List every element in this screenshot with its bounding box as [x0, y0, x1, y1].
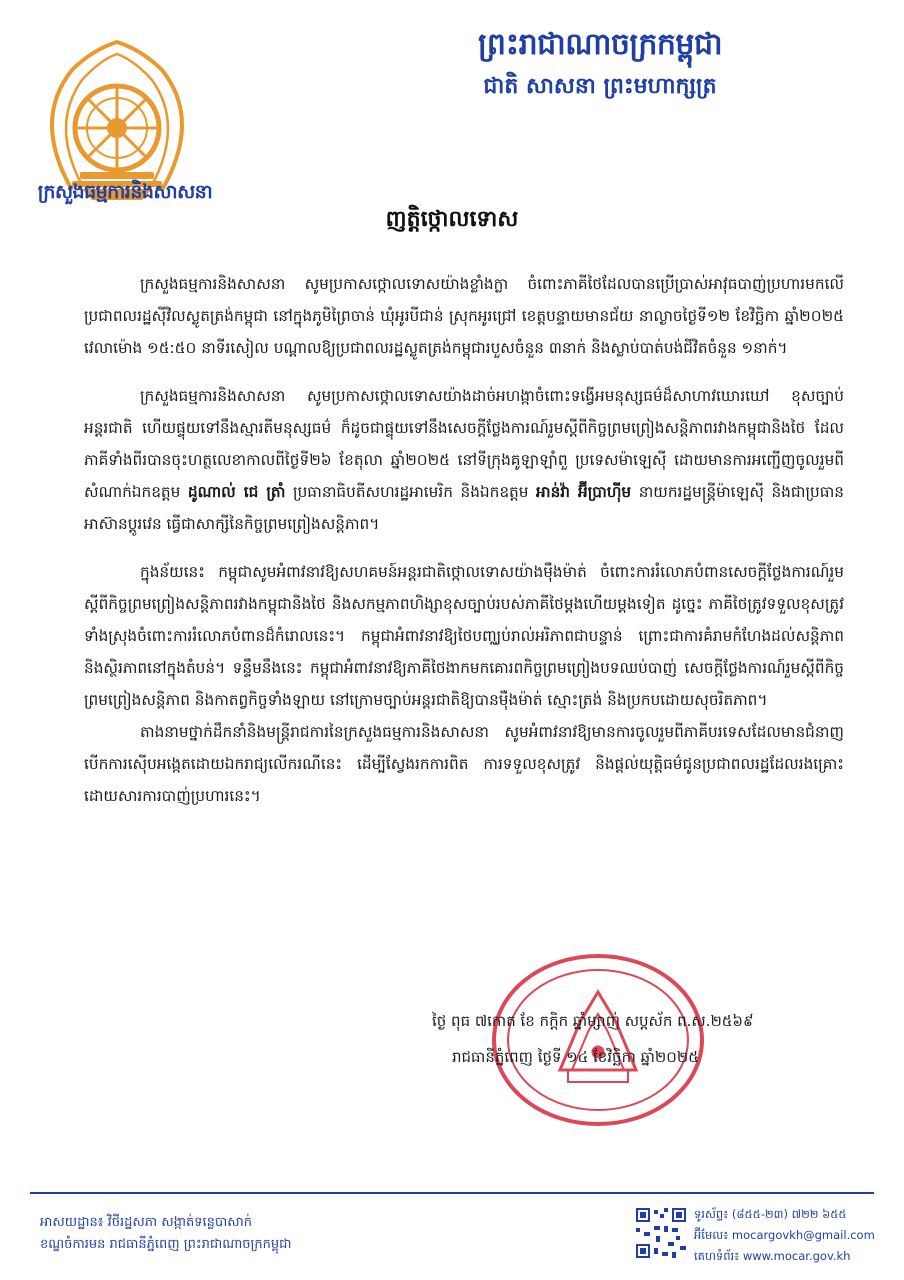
paragraph-2: [84, 380, 844, 540]
footer-divider: [30, 1192, 874, 1194]
email-address[interactable]: អ៊ីមែល៖ mocargovkh@gmail.com: [694, 1228, 875, 1242]
address-line-2: ខណ្ឌចំការមន រាជធានីភ្នំពេញ ព្រះរាជាណាចក្រកម្ពុជា: [40, 1237, 292, 1252]
date-block: [432, 1003, 862, 1075]
kingdom-title: ព្រះរាជាណាចក្រកម្ពុជា: [477, 27, 723, 62]
paragraph-1: ក្រសួងធម្មការនិងសាសនា សូមប្រកាសថ្កោលទោសយ៉ាងខ្លាំងក្លា ចំពោះភាគីថៃដែលបានប្រើប្រាស់អាវុធបាញ់ប្រហារមកលើប្រជាពលរដ្ឋស៊ីវិលស្លូតត្រង់កម្ពុជា នៅក្នុងភូមិព្រៃចាន់ ឃុំអូរបីជាន់ ស្រុកអូរជ្រៅ ខេត្តបន្ទាយមានជ័យ នាល្ងាចថ្ងៃទី១២ ខែវិច្ឆិកា ឆ្នាំ២០២៥ វេលាម៉ោង ១៥:៥០ នាទីរសៀល បណ្តាលឱ្យប្រជាពលរដ្ឋស្លូតត្រង់កម្ពុជារបួសចំនួន ៣នាក់ និងស្លាប់បាត់បង់ជីវិតចំនួន ១នាក់។: [84, 275, 844, 357]
address-line-1: អាសយដ្ឋាន៖ វិថីរដ្ឋសភា សង្កាត់ទន្លេបាសាក់: [40, 1215, 253, 1230]
paragraph-2-text-c: នាយករដ្ឋមន្ត្រីម៉ាឡេស៊ី និងជាប្រធានអាស៊ានប្តូរវេន ធ្វើជាសាក្សីនៃកិច្ចព្រមព្រៀងសន្តិភាព។: [84, 483, 844, 533]
qr-code-icon: [636, 1208, 686, 1258]
contact-info: [694, 1204, 894, 1267]
national-motto: ជាតិ សាសនា ព្រះមហាក្សត្រ: [483, 74, 717, 99]
person-name-2: អាន់វ៉ា អ៊ីប្រាហ៊ីម: [536, 483, 632, 501]
statement-body: [84, 268, 844, 828]
paragraph-3: ក្នុងន័យនេះ កម្ពុជាសូមអំពាវនាវឱ្យសហគមន៍អន្តរជាតិថ្កោលទោសយ៉ាងម៉ឺងម៉ាត់ ចំពោះការរំលោភបំពានសេចក្តីថ្លែងការណ៍រួមស្តីពីកិច្ចព្រមព្រៀងសន្តិភាពរវាងកម្ពុជានិងថៃ និងសកម្មភាពហិង្សាខុសច្បាប់របស់ភាគីថៃម្តងហើយម្តងទៀត ដូច្នេះ ភាគីថៃត្រូវទទួលខុសត្រូវទាំងស្រុងចំពោះការរំលោភបំពានដ៏កំរោលនេះ។ កម្ពុជាអំពាវនាវឱ្យថៃបញ្ឈប់រាល់អរិភាពជាបន្ទាន់ ព្រោះជាការគំរាមកំហែងដល់សន្តិភាព និងស្ថិរភាពនៅក្នុងតំបន់។ ទន្ទឹមនឹងនេះ កម្ពុជាអំពាវនាវឱ្យភាគីថៃងាកមកគោរពកិច្ចព្រមព្រៀងបទឈប់បាញ់ សេចក្តីថ្លែងការណ៍រួមស្តីពីកិច្ចព្រមព្រៀងសន្តិភាព និងកាតព្វកិច្ចទាំងឡាយ នៅក្រោមច្បាប់អន្តរជាតិឱ្យបានម៉ឺងម៉ាត់ ស្មោះត្រង់ និងប្រកបដោយសុចរិតភាព។: [84, 563, 844, 709]
footer-address: [40, 1212, 460, 1256]
place-and-date: រាជធានីភ្នំពេញ ថ្ងៃទី ១៤ ខែវិច្ឆិកា ឆ្នាំ២០២៥: [452, 1048, 699, 1066]
person-name-1: ដូណាល់ ជេ ត្រាំ: [187, 483, 286, 501]
paragraph-2-text-b: ប្រធានាធិបតីសហរដ្ឋអាមេរិក និងឯកឧត្តម: [293, 483, 529, 501]
website-link[interactable]: គេហទំព័រ៖ www.mocar.gov.kh: [694, 1249, 851, 1263]
phone-number: ទូរស័ព្ទ៖ (៨៥៥-២៣) ៧២២ ៦៥៥: [694, 1207, 847, 1221]
document-title: ញត្តិថ្កោលទោស: [385, 207, 519, 232]
lunar-date: ថ្ងៃ ពុធ ៧កោត ខែ កក្ដិក ឆ្នាំម្សាញ់ សប្តស័ក ព.ស.២៥៦៩: [432, 1012, 754, 1030]
paragraph-4: តាងនាមថ្នាក់ដឹកនាំនិងមន្ត្រីរាជការនៃក្រសួងធម្មការនិងសាសនា សូមអំពាវនាវឱ្យមានការចូលរួមពីភាគីបរទេសដែលមានជំនាញ បើកការស៊ើបអង្កេតដោយឯករាជ្យលើករណីនេះ ដើម្បីស្វែងរកការពិត ការទទួលខុសត្រូវ និងផ្តល់យុត្តិធម៌ជូនប្រជាពលរដ្ឋដែលរងគ្រោះដោយសារការបាញ់ប្រហារនេះ។: [84, 723, 844, 805]
paragraph-2-text-a: ក្រសួងធម្មការនិងសាសនា សូមប្រកាសថ្កោលទោសយ៉ាងដាច់អហង្កាចំពោះទង្វើអមនុស្សធម៌ដ៏សាហាវឃោរឃៅ ខុសច្បាប់អន្តរជាតិ ហើយផ្ទុយទៅនឹងស្មារតីមនុស្សធម៌ ក៏ដូចជាផ្ទុយទៅនឹងសេចក្តីថ្លែងការណ៍រួមស្តីពីកិច្ចព្រមព្រៀងសន្តិភាពរវាងកម្ពុជានិងថៃ ដែលភាគីទាំងពីរបានចុះហត្ថលេខាកាលពីថ្ងៃទី២៦ ខែតុលា ឆ្នាំ២០២៥ នៅទីក្រុងគូឡាឡាំពួ ប្រទេសម៉ាឡេស៊ី ដោយមានការអញ្ជើញចូលរួមពីសំណាក់ឯកឧត្តម: [84, 387, 844, 501]
ministry-name: ក្រសួងធម្មការនិងសាសនា: [37, 181, 213, 203]
